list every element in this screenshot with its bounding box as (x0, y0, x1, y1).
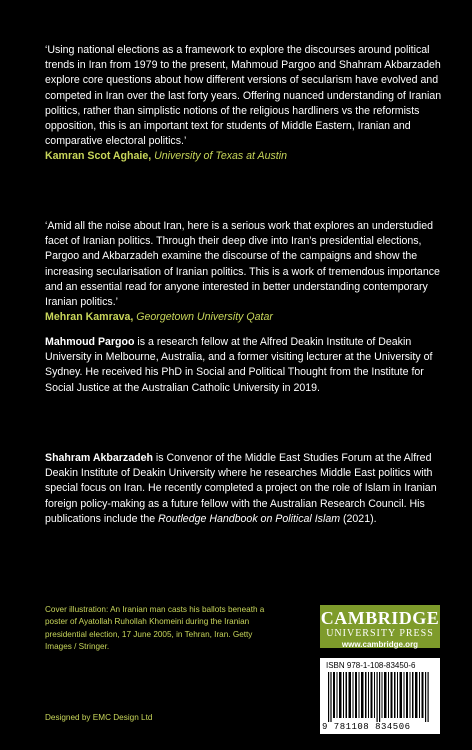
quote-author: Kamran Scot Aghaie (45, 150, 149, 163)
publisher-url: www.cambridge.org (341, 640, 419, 649)
author-name: Shahram Akbarzadeh (45, 452, 153, 464)
bio-text: is a research fellow at the Alfred Deakin Institute of Deakin University in Melbourne, Australia, and a former visiting lecturer at the University of Sydney. He received his PhD in Social and Political Thought from the Institute for Social Justice at the Australian Catholic University in 2019. (45, 336, 433, 394)
barcode-icon (328, 672, 432, 722)
quote-attribution: Kamran Scot Aghaie, University of Texas at Austin (45, 150, 287, 163)
quote-institution: University of Texas at Austin (154, 150, 287, 163)
quote-institution: Georgetown University Qatar (136, 311, 273, 324)
author-bio-1 (45, 335, 453, 396)
author-name: Mahmoud Pargoo (45, 336, 135, 348)
isbn-label: ISBN 978-1-108-83450-6 (326, 661, 416, 670)
bio-text: is Convenor of the Middle East Studies Forum at the Alfred Deakin Institute of Deakin University where he researches Middle East politics with special focus on Iran. He recently completed a project on the role of Islam in Iranian foreign policy-making as a future fellow with the Australian Research Council. His publications include the (45, 452, 437, 525)
cover-illustration-credit: Cover illustration: An Iranian man casts his ballots beneath a poster of Ayatollah Ruhollah Khomeini during the Iranian presidential election, 17 June 2005, in Tehran, Iran. Getty Images / Stringer. (45, 605, 265, 651)
book-title: Routledge Handbook on Political Islam (158, 512, 341, 525)
barcode-box (320, 658, 440, 734)
designer-credit: Designed by EMC Design Ltd (45, 713, 153, 722)
quote-author: Mehran Kamrava (45, 311, 131, 324)
publisher-press: UNIVERSITY PRESS (326, 628, 434, 639)
quote-text: ‘Amid all the noise about Iran, here is a serious work that explores an understudied facet of Iranian politics. Through their deep dive into Iran’s presidential elections, Pargoo and Akbarzadeh examine the discourse of the campaigns and show the increasing secularisation of Iranian politics. This is a work of tremendous importance and an essential read for anyone interested in better understanding contemporary Iranian politics.’ (45, 220, 440, 309)
publisher-name: CAMBRIDGE (320, 608, 440, 628)
quote-attribution: Mehran Kamrava, Georgetown University Qatar (45, 311, 273, 324)
publisher-logo (320, 605, 440, 648)
quote-text: ‘Using national elections as a framework to explore the discourses around political trends in Iran from 1979 to the present, Mahmoud Pargoo and Shahram Akbarzadeh explore core questions about how different versions of secularism have evolved and competed in Iran over the last forty years. Offering nuanced understanding of Iranian politics, rather than simplistic notions of the religious hardliners vs the reformists opposition, this is an important text for students of Middle Eastern, Iranian and comparative electoral politics.’ (45, 44, 442, 148)
book-year: (2021). (340, 512, 377, 525)
endorsement-quote-2 (45, 219, 450, 325)
author-bio-2 (45, 451, 453, 527)
barcode-digits: 9 781108 834506 (322, 722, 411, 732)
endorsement-quote-1 (45, 43, 450, 165)
